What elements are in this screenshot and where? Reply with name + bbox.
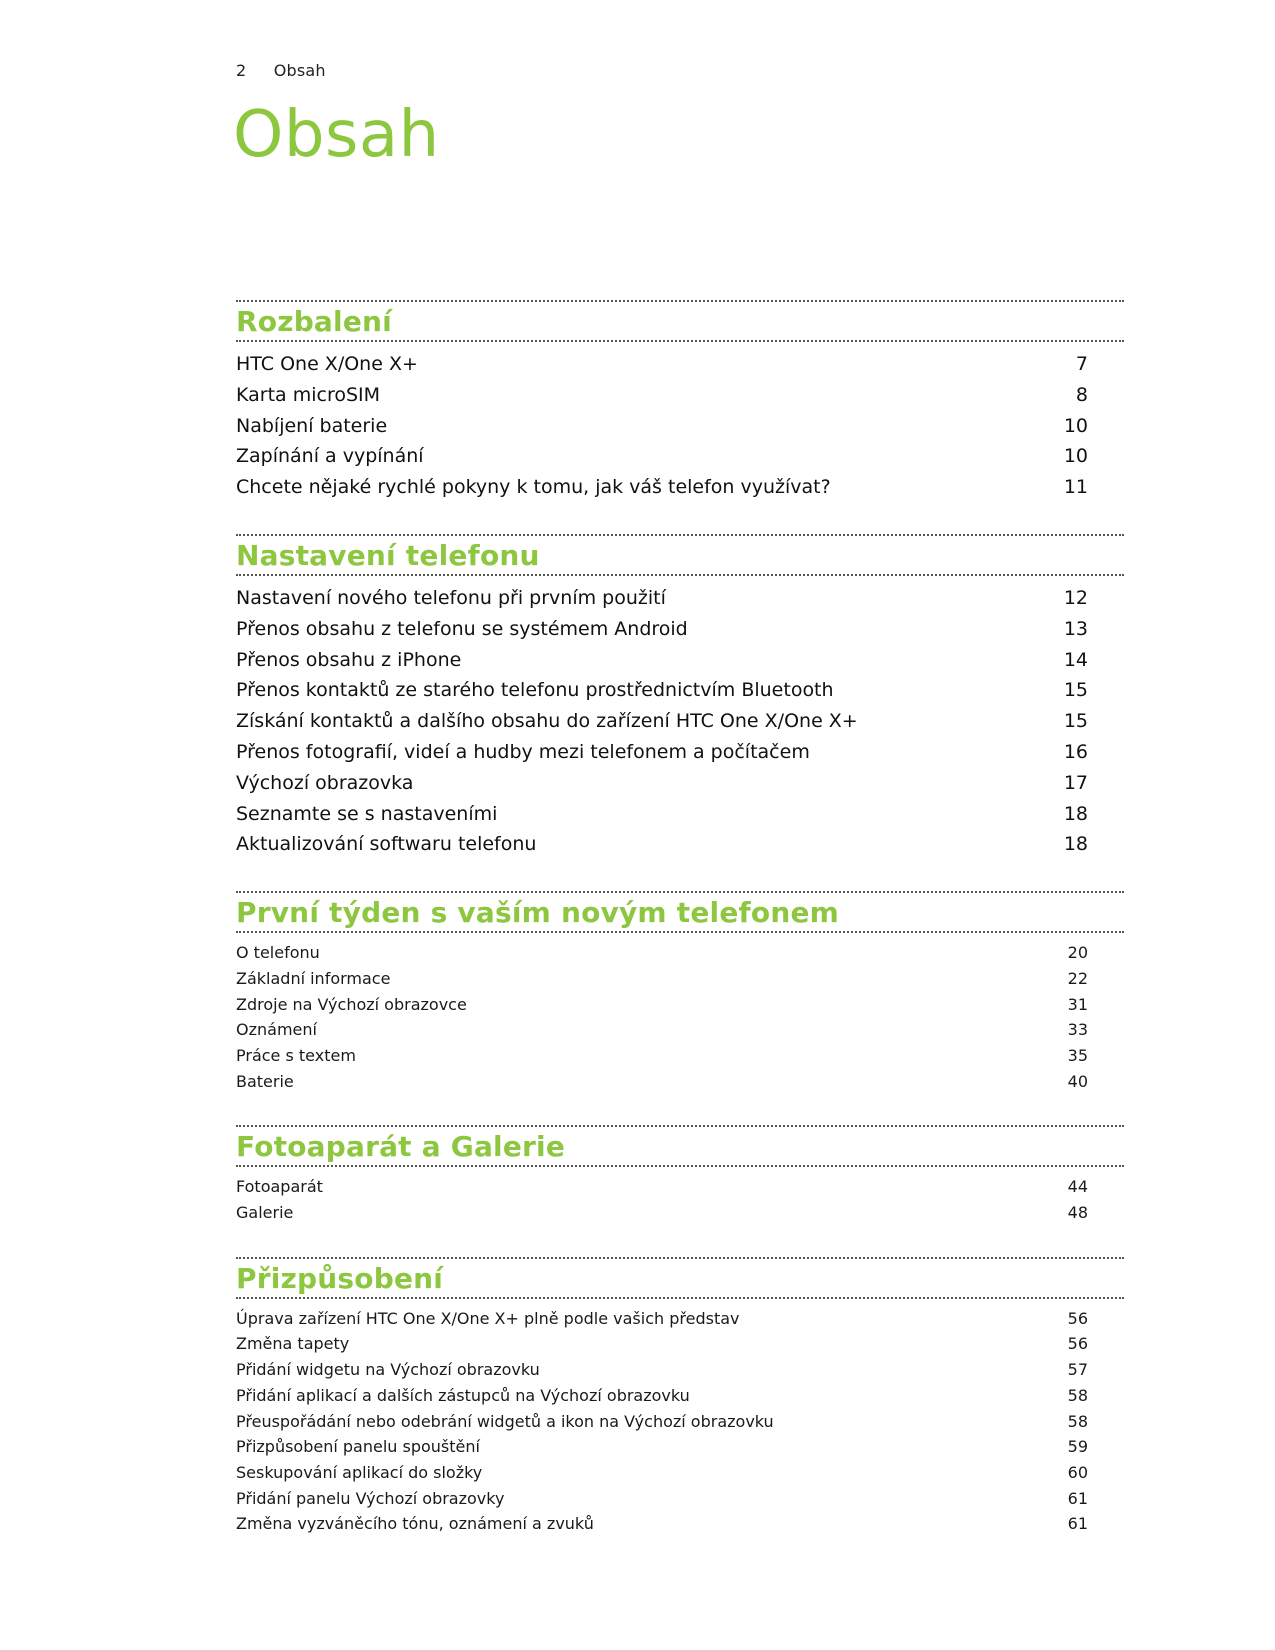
toc-entry[interactable] (236, 966, 1124, 992)
toc-entry-page: 58 (1067, 1411, 1088, 1431)
toc-entry-page: 22 (1067, 968, 1088, 988)
toc-entry-title: Přenos obsahu z telefonu se systémem Android (236, 617, 688, 640)
page-title: Obsah (233, 98, 440, 172)
toc-entry[interactable] (236, 583, 1124, 614)
toc-entry-title: Baterie (236, 1071, 294, 1091)
toc-entry[interactable] (236, 645, 1124, 676)
toc-entry-title: Aktualizování softwaru telefonu (236, 833, 537, 856)
running-header (236, 61, 326, 80)
toc-entry-title: Přidání panelu Výchozí obrazovky (236, 1488, 505, 1508)
toc-entry-page: 59 (1067, 1437, 1088, 1457)
toc-entry-page: 13 (1063, 617, 1088, 640)
toc-entry-page: 18 (1063, 802, 1088, 825)
toc-entry[interactable] (236, 380, 1124, 411)
toc-entry[interactable] (236, 1017, 1124, 1043)
toc-entry-title: Změna tapety (236, 1334, 350, 1354)
toc-entry-list (236, 349, 1124, 503)
toc-entry-title: Přenos kontaktů ze starého telefonu prostřednictvím Bluetooth (236, 679, 834, 702)
toc-entry-title: Úprava zařízení HTC One X/One X+ plně podle vašich představ (236, 1308, 740, 1328)
toc-entry[interactable] (236, 1409, 1124, 1435)
toc-entry-page: 44 (1067, 1177, 1088, 1197)
toc-entry-title: Práce s textem (236, 1045, 356, 1065)
toc-entry-page: 58 (1067, 1385, 1088, 1405)
toc-entry[interactable] (236, 1306, 1124, 1332)
toc-entry[interactable] (236, 1383, 1124, 1409)
section-heading[interactable]: První týden s vaším novým telefonem (236, 891, 1124, 933)
toc-entry-title: Přizpůsobení panelu spouštění (236, 1437, 480, 1457)
toc-entry-page: 35 (1067, 1045, 1088, 1065)
toc-entry[interactable] (236, 1174, 1124, 1200)
toc-entry-page: 7 (1075, 353, 1088, 375)
toc-entry-title: Zapínání a vypínání (236, 445, 424, 468)
toc-entry[interactable] (236, 737, 1124, 768)
section-heading[interactable]: Rozbalení (236, 300, 1124, 342)
toc-entry[interactable] (236, 1486, 1124, 1512)
toc-entry-page: 40 (1067, 1071, 1088, 1091)
toc-entry-page: 17 (1063, 771, 1088, 794)
toc-entry-title: Galerie (236, 1203, 294, 1223)
toc-entry-page: 8 (1075, 383, 1088, 406)
toc-entry-page: 11 (1063, 476, 1088, 499)
toc-entry-title: Výchozí obrazovka (236, 771, 414, 794)
toc-entry-list (236, 583, 1124, 860)
toc-entry-title: Zdroje na Výchozí obrazovce (236, 994, 467, 1014)
toc-entry-title: Přenos obsahu z iPhone (236, 648, 462, 671)
toc-entry-page: 61 (1067, 1488, 1088, 1508)
toc-entry-page: 56 (1067, 1334, 1088, 1354)
toc-entry-title: Seskupování aplikací do složky (236, 1463, 483, 1482)
toc-entry-title: Karta microSIM (236, 383, 381, 406)
toc-entry[interactable] (236, 472, 1124, 503)
toc-entry-title: Nabíjení baterie (236, 414, 388, 437)
toc-entry[interactable] (236, 1069, 1124, 1095)
toc-entry[interactable] (236, 1434, 1124, 1460)
toc-entry[interactable] (236, 1460, 1124, 1486)
toc-entry-page: 20 (1067, 943, 1088, 963)
section-heading[interactable]: Nastavení telefonu (236, 534, 1124, 576)
toc-entry-title: Chcete nějaké rychlé pokyny k tomu, jak váš telefon využívat? (236, 476, 831, 499)
toc-entry[interactable] (236, 411, 1124, 442)
toc-entry[interactable] (236, 675, 1124, 706)
table-of-contents (236, 300, 1124, 1568)
toc-entry-title: Přenos fotografií, videí a hudby mezi telefonem a počítačem (236, 740, 810, 763)
toc-entry-page: 56 (1067, 1308, 1088, 1328)
toc-entry[interactable] (236, 614, 1124, 645)
toc-entry-list (236, 940, 1124, 1094)
toc-entry-page: 48 (1067, 1203, 1088, 1223)
toc-entry-page: 15 (1063, 679, 1088, 702)
toc-entry[interactable] (236, 1043, 1124, 1069)
toc-entry[interactable] (236, 768, 1124, 799)
toc-entry-title: HTC One X/One X+ (236, 353, 418, 375)
toc-section-fotoaparat-a-galerie (236, 1125, 1124, 1225)
toc-entry-title: Nastavení nového telefonu při prvním použití (236, 586, 666, 609)
toc-entry-page: 14 (1063, 648, 1088, 671)
toc-entry-title: Fotoaparát (236, 1177, 323, 1197)
toc-section-prvni-tyden (236, 891, 1124, 1094)
toc-entry-title: Seznamte se s nastaveními (236, 802, 498, 825)
toc-entry-title: Přidání widgetu na Výchozí obrazovku (236, 1360, 540, 1380)
toc-entry-page: 61 (1067, 1514, 1088, 1534)
toc-entry-page: 12 (1063, 586, 1088, 609)
toc-entry-page: 33 (1067, 1020, 1088, 1040)
toc-entry[interactable] (236, 1200, 1124, 1226)
toc-entry[interactable] (236, 799, 1124, 830)
header-page-number: 2 (236, 61, 247, 80)
toc-entry-page: 10 (1063, 414, 1088, 437)
toc-entry-title: O telefonu (236, 943, 320, 963)
section-heading[interactable]: Fotoaparát a Galerie (236, 1125, 1124, 1167)
toc-entry-list (236, 1306, 1124, 1537)
toc-entry-page: 60 (1067, 1463, 1088, 1482)
toc-entry-page: 31 (1067, 994, 1088, 1014)
toc-entry-title: Změna vyzváněcího tónu, oznámení a zvuků (236, 1514, 594, 1534)
header-section-name: Obsah (273, 61, 326, 80)
toc-entry-page: 15 (1063, 710, 1088, 733)
toc-entry-page: 18 (1063, 833, 1088, 856)
section-heading[interactable]: Přizpůsobení (236, 1257, 1124, 1299)
toc-entry-title: Přeuspořádání nebo odebrání widgetů a ikon na Výchozí obrazovku (236, 1411, 774, 1431)
toc-entry[interactable] (236, 349, 1124, 380)
toc-entry-title: Základní informace (236, 968, 391, 988)
toc-entry-title: Přidání aplikací a dalších zástupců na Výchozí obrazovku (236, 1385, 690, 1405)
toc-entry[interactable] (236, 441, 1124, 472)
toc-entry[interactable] (236, 1331, 1124, 1357)
toc-entry-list (236, 1174, 1124, 1225)
toc-section-prizpusobeni (236, 1257, 1124, 1537)
toc-entry[interactable] (236, 940, 1124, 966)
toc-section-rozbaleni (236, 300, 1124, 503)
toc-entry-page: 16 (1063, 740, 1088, 763)
toc-entry[interactable] (236, 1357, 1124, 1383)
toc-entry[interactable] (236, 992, 1124, 1018)
toc-section-nastaveni-telefonu (236, 534, 1124, 860)
toc-entry[interactable] (236, 706, 1124, 737)
toc-entry-title: Získání kontaktů a dalšího obsahu do zařízení HTC One X/One X+ (236, 710, 858, 733)
toc-entry[interactable] (236, 1511, 1124, 1537)
toc-entry-page: 57 (1067, 1360, 1088, 1380)
toc-entry-title: Oznámení (236, 1020, 317, 1040)
toc-entry[interactable] (236, 829, 1124, 860)
toc-entry-page: 10 (1063, 445, 1088, 468)
